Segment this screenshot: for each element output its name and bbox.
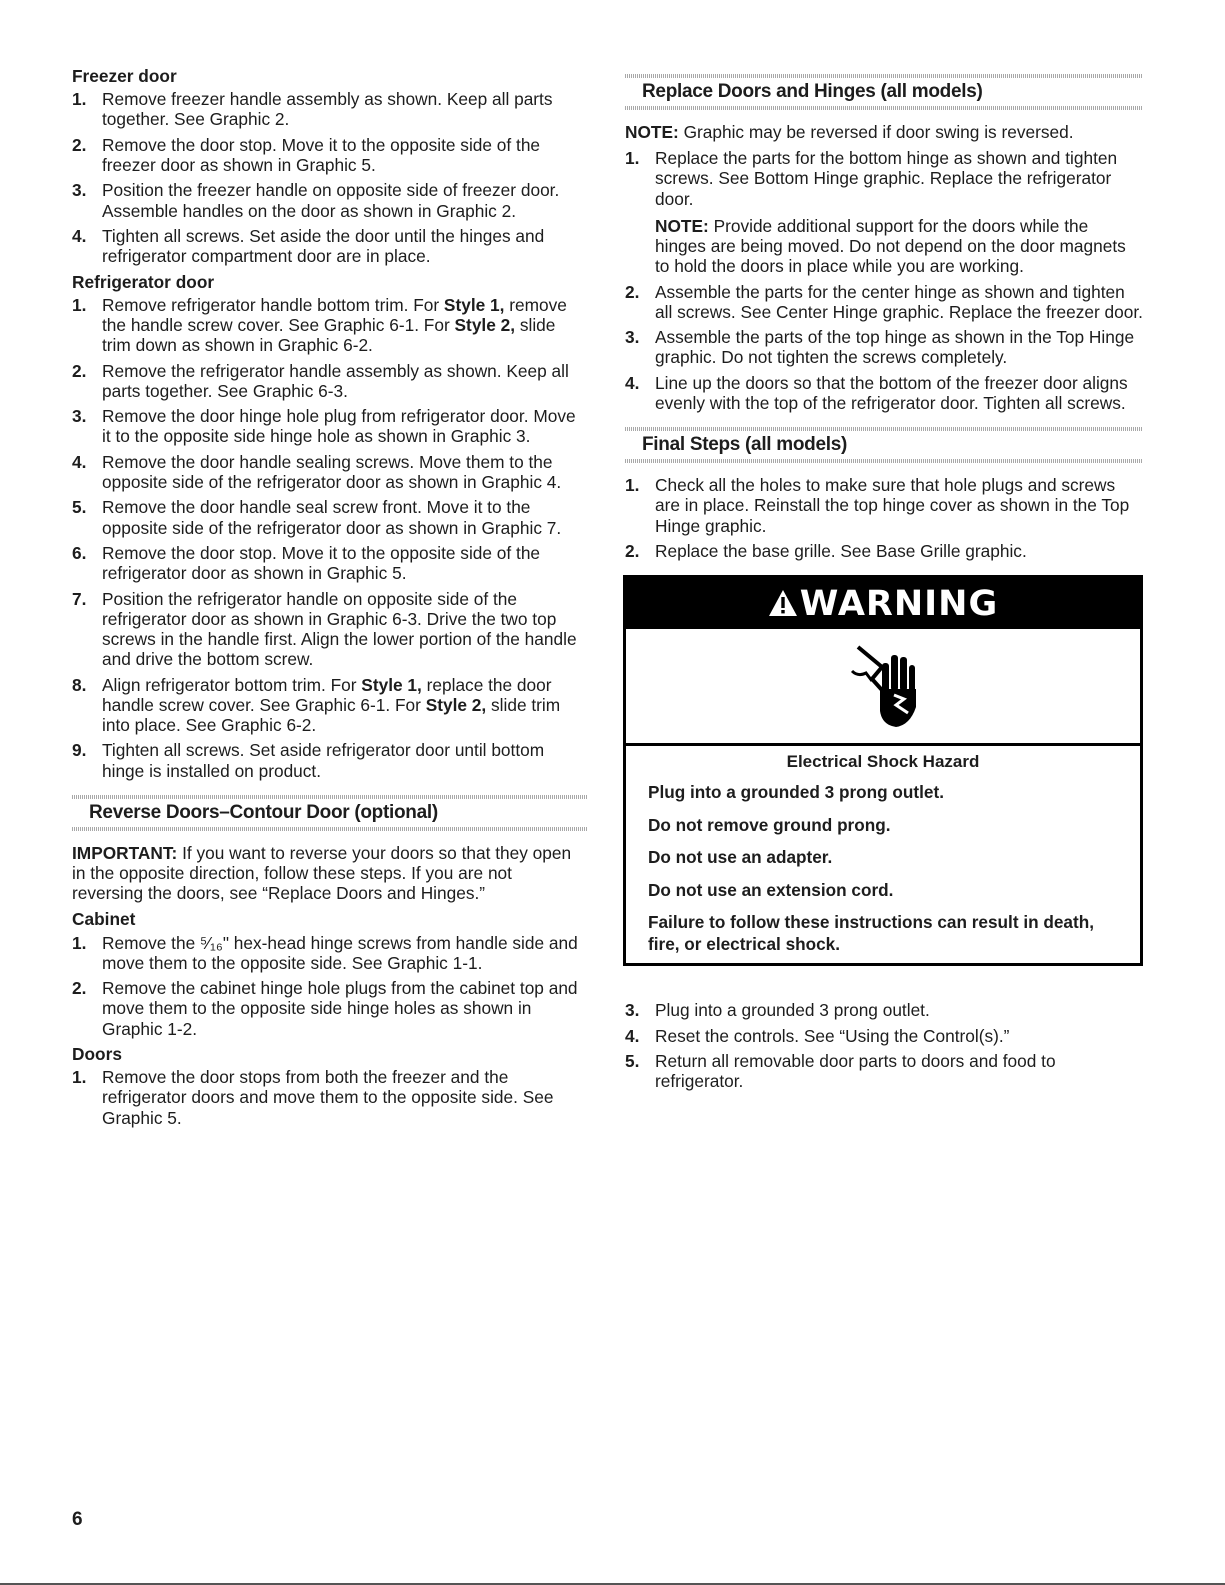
warning-line: Do not remove ground prong. [648, 814, 891, 835]
style-2-label: Style 2, [425, 694, 487, 715]
step-number: 4. [72, 451, 87, 472]
step-number: 3. [625, 327, 640, 348]
doors-heading: Doors [72, 1043, 122, 1064]
list-item [72, 226, 587, 266]
note-paragraph [625, 122, 1143, 142]
style-2-label: Style 2, [454, 314, 516, 335]
step-text: replace the door handle screw cover. See Graphic 6-1. For [102, 674, 552, 715]
list-item [625, 1051, 1143, 1091]
step-text: Align refrigerator bottom trim. For [102, 674, 362, 695]
freezer-door-heading: Freezer door [72, 66, 177, 86]
list-item [625, 148, 1143, 276]
list-item [625, 282, 1143, 322]
note-label: NOTE: [625, 122, 679, 142]
step-text: Tighten all screws. Set aside refrigerator door until bottom hinge is installed on product. [102, 740, 545, 781]
step-number: 2. [72, 978, 87, 999]
step-number: 1. [72, 932, 87, 953]
warning-line: Do not use an adapter. [648, 847, 833, 868]
list-item [72, 452, 587, 492]
important-paragraph [72, 843, 587, 904]
refrigerator-door-heading: Refrigerator door [72, 271, 215, 292]
list-item [72, 740, 587, 780]
list-item [72, 675, 587, 736]
step-number: 2. [72, 134, 87, 155]
inner-note [655, 216, 1143, 277]
step-text: Remove refrigerator handle bottom trim. For [102, 294, 444, 315]
cabinet-steps [72, 933, 587, 1039]
important-label: IMPORTANT: [72, 842, 178, 863]
step-text: Remove the door stop. Move it to the opposite side of the freezer door as shown in Graphic 5. [102, 134, 541, 175]
step-text: Return all removable door parts to doors and food to refrigerator. [655, 1051, 1056, 1092]
final-steps [625, 475, 1143, 561]
list-item [72, 361, 587, 401]
step-text: Remove the refrigerator handle assembly as shown. Keep all parts together. See Graphic 6-3. [102, 360, 569, 401]
step-number: 6. [72, 542, 87, 563]
hazard-title: Electrical Shock Hazard [786, 752, 980, 772]
step-number: 3. [625, 1000, 640, 1021]
step-text: Remove the door handle sealing screws. Move them to the opposite side of the refrigerator door as shown in Graphic 4. [102, 451, 562, 492]
list-item [72, 497, 587, 537]
list-item [72, 295, 587, 356]
step-number: 4. [625, 1025, 640, 1046]
list-item [72, 933, 587, 973]
style-1-label: Style 1, [443, 294, 505, 315]
step-text: Position the refrigerator handle on opposite side of the refrigerator door as shown in Graphic 6-3. Drive the two top screws in the handle first. Align the lower portion of the handle and drive the bottom screw. [102, 588, 577, 670]
step-text: Reset the controls. See “Using the Control(s).” [655, 1025, 1010, 1046]
warning-triangle-icon [768, 580, 798, 633]
step-number: 9. [72, 740, 87, 761]
step-number: 4. [72, 225, 87, 246]
after-warning-steps [625, 1000, 1143, 1091]
step-number: 5. [625, 1051, 640, 1072]
list-item [72, 589, 587, 670]
step-text: Remove the cabinet hinge hole plugs from the cabinet top and move them to the opposite side hinge holes as shown in Graphic 1-2. [102, 978, 578, 1039]
page-number: 6 [72, 1509, 83, 1530]
list-item [625, 373, 1143, 413]
step-text: Assemble the parts of the top hinge as shown in the Top Hinge graphic. Do not tighten the screws completely. [655, 327, 1135, 368]
cabinet-heading: Cabinet [72, 909, 136, 930]
list-item [72, 180, 587, 220]
warning-title: WARNING [799, 584, 999, 625]
step-number: 3. [72, 406, 87, 427]
step-number: 1. [72, 294, 87, 315]
step-number: 5. [72, 497, 87, 518]
step-number: 7. [72, 588, 87, 609]
left-column [72, 66, 587, 1133]
step-number: 2. [625, 541, 640, 561]
step-text: slide trim down as shown in Graphic 6-2. [102, 314, 556, 356]
step-text: Remove the door handle seal screw front. Move it to the opposite side of the refrigerator door as shown in Graphic 7. [102, 497, 562, 538]
note-text: Provide additional support for the doors while the hinges are being moved. Do not depend on the door magnets to hold the doors in place while you are working. [655, 215, 1126, 277]
replace-steps [625, 148, 1143, 413]
list-item [625, 1000, 1143, 1020]
list-item [72, 89, 587, 129]
step-text: Tighten all screws. Set aside the door until the hinges and refrigerator compartment door are in place. [102, 225, 545, 267]
step-number: 1. [72, 89, 87, 110]
list-item [625, 541, 1143, 561]
note-text: Graphic may be reversed if door swing is reversed. [678, 122, 1074, 142]
warning-line: Do not use an extension cord. [648, 879, 894, 900]
step-text: Remove the door stops from both the freezer and the refrigerator doors and move them to the opposite side. See Graphic 5. [102, 1067, 554, 1128]
warning-line: Failure to follow these instructions can result in death, fire, or electrical shock. [648, 912, 1094, 954]
doors-steps [72, 1067, 587, 1128]
freezer-door-steps [72, 89, 587, 266]
warning-line: Plug into a grounded 3 prong outlet. [648, 782, 944, 803]
warning-body [626, 746, 1140, 963]
list-item [625, 1026, 1143, 1046]
step-text: Remove the [102, 932, 200, 953]
right-column [625, 66, 1143, 1097]
warning-header [626, 578, 1140, 629]
step-text: slide trim into place. See Graphic 6-2. [102, 694, 561, 735]
step-number: 2. [72, 360, 87, 381]
step-number: 1. [72, 1067, 87, 1088]
fraction: ⁵⁄₁₆ [199, 932, 223, 953]
list-item [72, 135, 587, 175]
section-title-final-steps: Final Steps (all models) [625, 427, 1143, 463]
electric-shock-hand-icon [838, 641, 928, 733]
list-item [625, 475, 1143, 536]
section-title-replace-doors: Replace Doors and Hinges (all models) [625, 74, 1143, 110]
section-title-reverse-doors: Reverse Doors–Contour Door (optional) [72, 795, 587, 831]
step-number: 1. [625, 148, 640, 169]
step-number: 2. [625, 281, 640, 302]
step-text: Position the freezer handle on opposite side of freezer door. Assemble handles on the door as shown in Graphic 2. [102, 180, 560, 221]
important-text: If you want to reverse your doors so that they open in the opposite direction, follow these steps. If you are not reversing the doors, see “Replace Doors and Hinges.” [72, 842, 572, 904]
step-text: Replace the parts for the bottom hinge as shown and tighten screws. See Bottom Hinge graphic. Replace the refrigerator door. [655, 148, 1118, 209]
shock-hazard-graphic [626, 629, 1140, 746]
step-text: Check all the holes to make sure that hole plugs and screws are in place. Reinstall the top hinge cover as shown in the Top Hinge graphic. [655, 475, 1130, 536]
step-text: Remove the door stop. Move it to the opposite side of the refrigerator door as shown in Graphic 5. [102, 542, 541, 584]
step-text: " hex-head hinge screws from handle side and move them to the opposite side. See Graphic 1-1. [102, 932, 578, 973]
step-text: Remove the door hinge hole plug from refrigerator door. Move it to the opposite side hinge hole as shown in Graphic 3. [102, 406, 576, 447]
list-item [72, 978, 587, 1039]
step-text: Assemble the parts for the center hinge as shown and tighten all screws. See Center Hinge graphic. Replace the freezer door. [655, 281, 1143, 322]
list-item [72, 406, 587, 446]
step-text: Plug into a grounded 3 prong outlet. [655, 1000, 930, 1021]
step-number: 4. [625, 372, 640, 393]
step-text: Remove freezer handle assembly as shown. Keep all parts together. See Graphic 2. [102, 89, 553, 130]
step-number: 3. [72, 180, 87, 201]
step-text: Line up the doors so that the bottom of the freezer door aligns evenly with the top of the refrigerator door. Tighten all screws. [655, 372, 1128, 413]
step-number: 8. [72, 674, 87, 695]
step-text: remove the handle screw cover. See Graphic 6-1. For [102, 294, 567, 335]
list-item [72, 1067, 587, 1128]
step-number: 1. [625, 475, 640, 496]
list-item [625, 327, 1143, 367]
style-1-label: Style 1, [361, 674, 422, 695]
step-text: Replace the base grille. See Base Grille graphic. [655, 541, 1027, 561]
warning-box [623, 575, 1143, 966]
note-label: NOTE: [655, 215, 709, 236]
list-item [72, 543, 587, 583]
refrigerator-door-steps [72, 295, 587, 781]
